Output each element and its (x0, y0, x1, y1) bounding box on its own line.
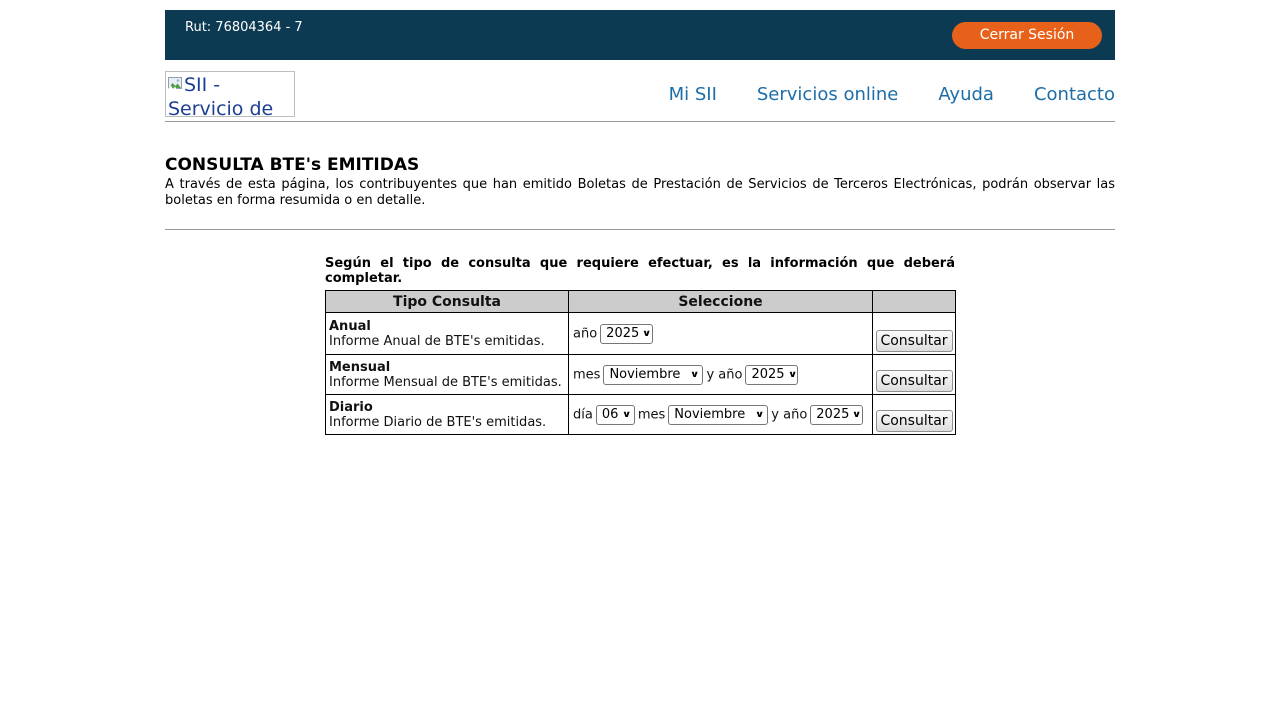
main-navigation (669, 84, 1115, 105)
anual-year-select[interactable]: 2025 ∨ (600, 324, 653, 344)
consulta-table (325, 290, 956, 435)
chevron-down-icon: ∨ (852, 409, 862, 420)
content-divider (165, 229, 1115, 230)
nav-link-contacto[interactable]: Contacto (1033, 83, 1115, 105)
table-row-diario (326, 395, 956, 435)
page-title: CONSULTA BTE's EMITIDAS (165, 155, 420, 175)
rut-label: Rut: 76804364 - 7 (185, 20, 303, 35)
mensual-month-label: mes (573, 367, 601, 382)
consultar-diario-button[interactable]: Consultar (876, 410, 953, 432)
diario-month-select[interactable]: Noviembre ∨ (668, 405, 768, 425)
consulta-section (325, 256, 955, 435)
chevron-down-icon: ∨ (642, 328, 652, 339)
broken-image-icon (168, 77, 183, 91)
diario-day-label: día (573, 407, 593, 422)
diario-year-select[interactable]: 2025 ∨ (810, 405, 863, 425)
nav-link-mi-sii[interactable]: Mi SII (668, 83, 717, 105)
anual-year-label: año (573, 326, 598, 341)
chevron-down-icon: ∨ (621, 409, 631, 420)
nav-link-servicios-online[interactable]: Servicios online (756, 83, 899, 105)
table-row-anual (326, 313, 956, 355)
row-diario-title: Diario (329, 399, 373, 415)
mensual-month-select[interactable]: Noviembre ∨ (603, 365, 703, 385)
diario-year-label: y año (771, 407, 808, 422)
consultar-anual-button[interactable]: Consultar (876, 330, 953, 352)
mensual-year-select[interactable]: 2025 ∨ (745, 365, 798, 385)
chevron-down-icon: ∨ (754, 409, 765, 420)
mensual-year-label: y año (706, 367, 743, 382)
row-anual-description: Informe Anual de BTE's emitidas. (329, 333, 545, 349)
top-bar (165, 10, 1115, 60)
nav-link-ayuda[interactable]: Ayuda (938, 83, 994, 105)
logo-alt-text: SII - Servicio de (168, 74, 274, 117)
diario-month-label: mes (637, 407, 666, 422)
header-divider (165, 121, 1115, 122)
header-seleccione: Seleccione (569, 291, 873, 313)
row-mensual-description: Informe Mensual de BTE's emitidas. (329, 374, 562, 390)
consultar-mensual-button[interactable]: Consultar (876, 370, 953, 392)
page-container (165, 0, 1115, 435)
header-actions (873, 291, 956, 313)
table-row-mensual (326, 355, 956, 395)
chevron-down-icon: ∨ (787, 369, 797, 380)
row-diario-description: Informe Diario de BTE's emitidas. (329, 414, 547, 430)
row-anual-title: Anual (329, 318, 371, 334)
logout-button[interactable]: Cerrar Sesión (952, 22, 1102, 49)
table-header-row (326, 291, 956, 313)
page-description: A través de esta página, los contribuyentes que han emitido Boletas de Prestación de Servicios de Terceros Electrónicas, podrán observar las boletas en forma resumida o en detalle. (165, 177, 1115, 208)
row-mensual-title: Mensual (329, 359, 391, 375)
header-tipo-consulta: Tipo Consulta (326, 291, 569, 313)
diario-day-select[interactable]: 06 ∨ (596, 405, 635, 425)
instruction-text: Según el tipo de consulta que requiere efectuar, es la información que deberá completar. (325, 256, 955, 286)
site-header (165, 60, 1115, 121)
sii-logo-broken-image[interactable] (165, 71, 295, 117)
chevron-down-icon: ∨ (690, 369, 700, 380)
